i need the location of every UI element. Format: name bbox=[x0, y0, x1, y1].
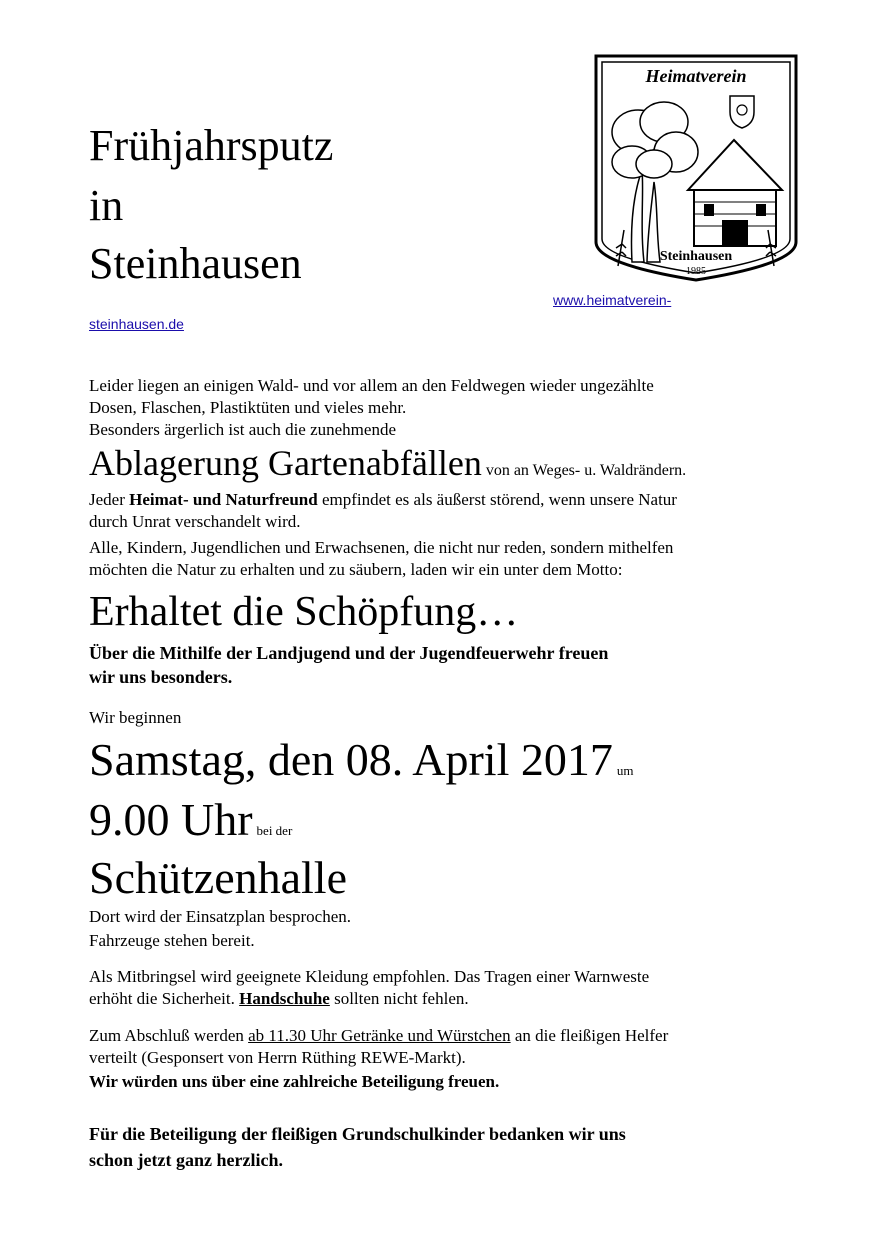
gloves-text: Handschuhe bbox=[239, 989, 330, 1008]
final-line1: Für die Beteiligung der fleißigen Grundschulkinder bedanken wir uns bbox=[89, 1124, 626, 1144]
event-place: Schützenhalle bbox=[89, 852, 348, 903]
event-date bbox=[89, 734, 633, 786]
end-line3: Wir würden uns über eine zahlreiche Beteiligung freuen. bbox=[89, 1072, 500, 1091]
thanks1-line1: Über die Mithilfe der Landjugend und der Jugendfeuerwehr freuen bbox=[89, 643, 609, 663]
event-date-small: um bbox=[616, 763, 634, 778]
para2-line1 bbox=[89, 490, 815, 510]
intro-line1: Leider liegen an einigen Wald- und vor allem an den Feldwegen wieder ungezählte bbox=[89, 376, 654, 395]
intro-line3: Besonders ärgerlich ist auch die zunehmende bbox=[89, 420, 396, 439]
clothing-line2 bbox=[89, 989, 815, 1009]
event-time bbox=[89, 794, 292, 846]
event-time-big: 9.00 Uhr bbox=[89, 794, 253, 845]
thanks1-line2: wir uns besonders. bbox=[89, 667, 233, 687]
para2-line2: durch Unrat verschandelt wird. bbox=[89, 512, 301, 531]
final-line2: schon jetzt ganz herzlich. bbox=[89, 1150, 283, 1170]
heading-garden-waste-small: von an Weges- u. Waldrändern. bbox=[485, 462, 687, 479]
heading-garden-waste-big: Ablagerung Gartenabfällen bbox=[89, 443, 482, 483]
heading-garden-waste bbox=[89, 440, 686, 486]
heimatverein-logo bbox=[592, 52, 800, 284]
event-time-small: bei der bbox=[256, 823, 293, 838]
para2-bold: Heimat- und Naturfreund bbox=[129, 490, 318, 509]
end-line2: verteilt (Gesponsert von Herrn Rüthing REWE-Markt). bbox=[89, 1048, 466, 1067]
end-prefix: Zum Abschluß werden bbox=[89, 1026, 249, 1045]
begin-text: Wir beginnen bbox=[89, 708, 182, 727]
website-link-part2[interactable]: steinhausen.de bbox=[89, 316, 184, 332]
event-date-big: Samstag, den 08. April 2017 bbox=[89, 734, 613, 785]
end-line1 bbox=[89, 1026, 815, 1046]
clothing-prefix: erhöht die Sicherheit. bbox=[89, 989, 240, 1008]
clothing-suffix: sollten nicht fehlen. bbox=[329, 989, 469, 1008]
logo-bottom-text: Steinhausen bbox=[659, 249, 733, 264]
motto: Erhaltet die Schöpfung… bbox=[89, 589, 519, 635]
shield-icon bbox=[730, 96, 754, 128]
page-title-line1: Frühjahrsputz bbox=[89, 121, 334, 170]
para2-rest: empfindet es als äußerst störend, wenn unsere Natur bbox=[317, 490, 677, 509]
info-line2: Fahrzeuge stehen bereit. bbox=[89, 931, 255, 950]
page-title-line2: in bbox=[89, 181, 124, 230]
clothing-line1: Als Mitbringsel wird geeignete Kleidung empfohlen. Das Tragen einer Warnweste bbox=[89, 967, 650, 986]
end-suffix: an die fleißigen Helfer bbox=[510, 1026, 669, 1045]
info-line1: Dort wird der Einsatzplan besprochen. bbox=[89, 907, 351, 926]
end-underlined: ab 11.30 Uhr Getränke und Würstchen bbox=[248, 1026, 511, 1045]
para3-line1: Alle, Kindern, Jugendlichen und Erwachsenen, die nicht nur reden, sondern mithelfen bbox=[89, 538, 674, 557]
page-title-line3: Steinhausen bbox=[89, 239, 302, 288]
logo-top-text: Heimatverein bbox=[645, 66, 747, 86]
para3-line2: möchten die Natur zu erhalten und zu säubern, laden wir ein unter dem Motto: bbox=[89, 560, 623, 579]
para2-prefix: Jeder bbox=[89, 490, 130, 509]
logo-year: 1985 bbox=[686, 266, 706, 277]
website-link-part1[interactable]: www.heimatverein- bbox=[553, 292, 672, 308]
intro-line2: Dosen, Flaschen, Plastiktüten und vieles mehr. bbox=[89, 398, 407, 417]
